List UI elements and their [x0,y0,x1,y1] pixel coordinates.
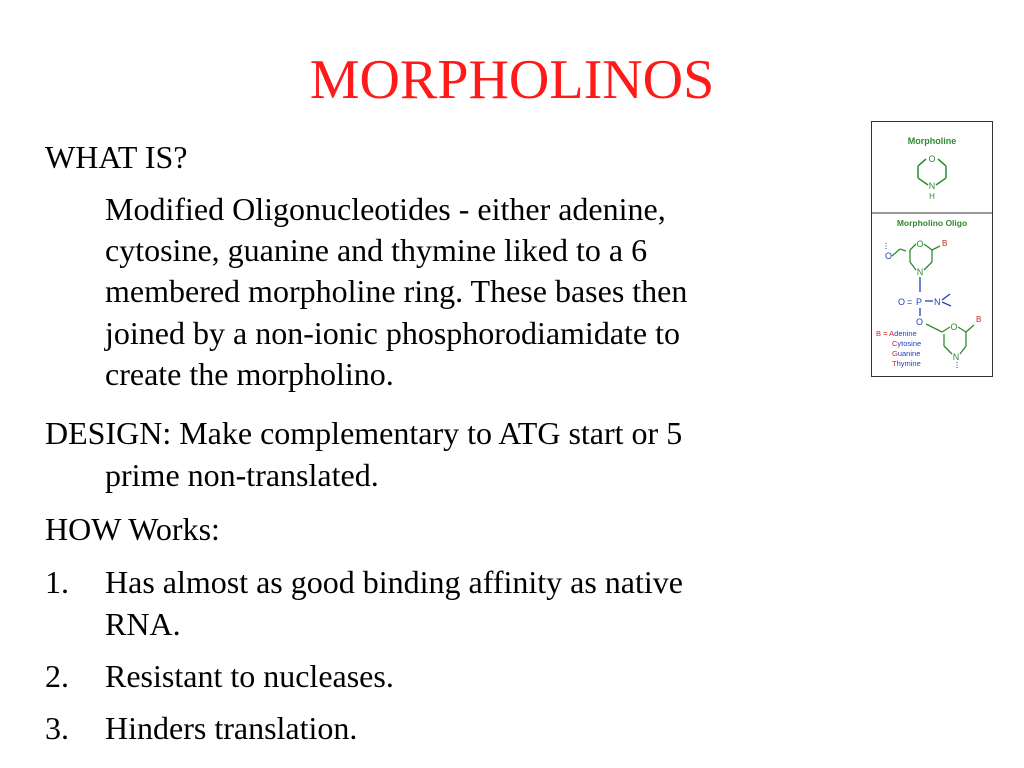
list-item-line: Has almost as good binding affinity as native [105,564,683,600]
what-is-line: Modified Oligonucleotides - either adenine, [105,191,666,227]
design-line: prime non-translated. [105,457,379,493]
nitrogen-atom: N [916,267,924,277]
list-item-line: RNA. [105,606,181,642]
oxygen-atom: O [928,154,936,164]
double-bond: = [907,297,913,307]
oxygen-atom: O [950,322,958,332]
base-atom: B [976,315,982,324]
what-is-line: membered morpholine ring. These bases then [105,273,688,309]
what-is-heading: WHAT IS? [45,139,188,175]
base-legend [876,329,921,368]
design-line: DESIGN: Make complementary to ATG start or 5 [45,415,683,451]
list-number: 1. [45,564,69,600]
what-is-line: create the morpholino. [105,356,394,392]
nitrogen-atom: N [928,181,936,191]
slide-title: MORPHOLINOS [309,49,715,111]
structure-diagram [872,122,992,376]
oxygen-atom: O [916,317,924,327]
nitrogen-atom: N [934,297,941,307]
svg-text:Cytosine: Cytosine [892,339,922,348]
what-is-line: joined by a non-ionic phosphorodiamidate to [105,315,680,351]
list-item-line: Resistant to nucleases. [105,658,394,694]
oxygen-atom: O [898,297,906,307]
morpholino-structure-figure [871,121,993,377]
nitrogen-atom: N [952,352,960,362]
oxygen-atom: O [885,251,893,261]
svg-text:B = Adenine: B = Adenine [876,329,917,338]
base-atom: B [942,239,948,248]
morpholino-oligo-label: Morpholino Oligo [896,218,968,228]
svg-text:Thymine: Thymine [892,359,921,368]
how-heading: HOW Works: [45,511,220,547]
list-item-line: Hinders translation. [105,710,358,746]
svg-text:Guanine: Guanine [892,349,921,358]
morpholine-label: Morpholine [907,136,957,146]
hydrogen-atom: H [929,192,935,201]
what-is-line: cytosine, guanine and thymine liked to a 6 [105,232,648,268]
phosphorus-atom: P [916,297,923,307]
oxygen-atom: O [916,239,924,249]
list-number: 3. [45,710,69,746]
dimethyl-groups [942,294,951,306]
list-number: 2. [45,658,69,694]
